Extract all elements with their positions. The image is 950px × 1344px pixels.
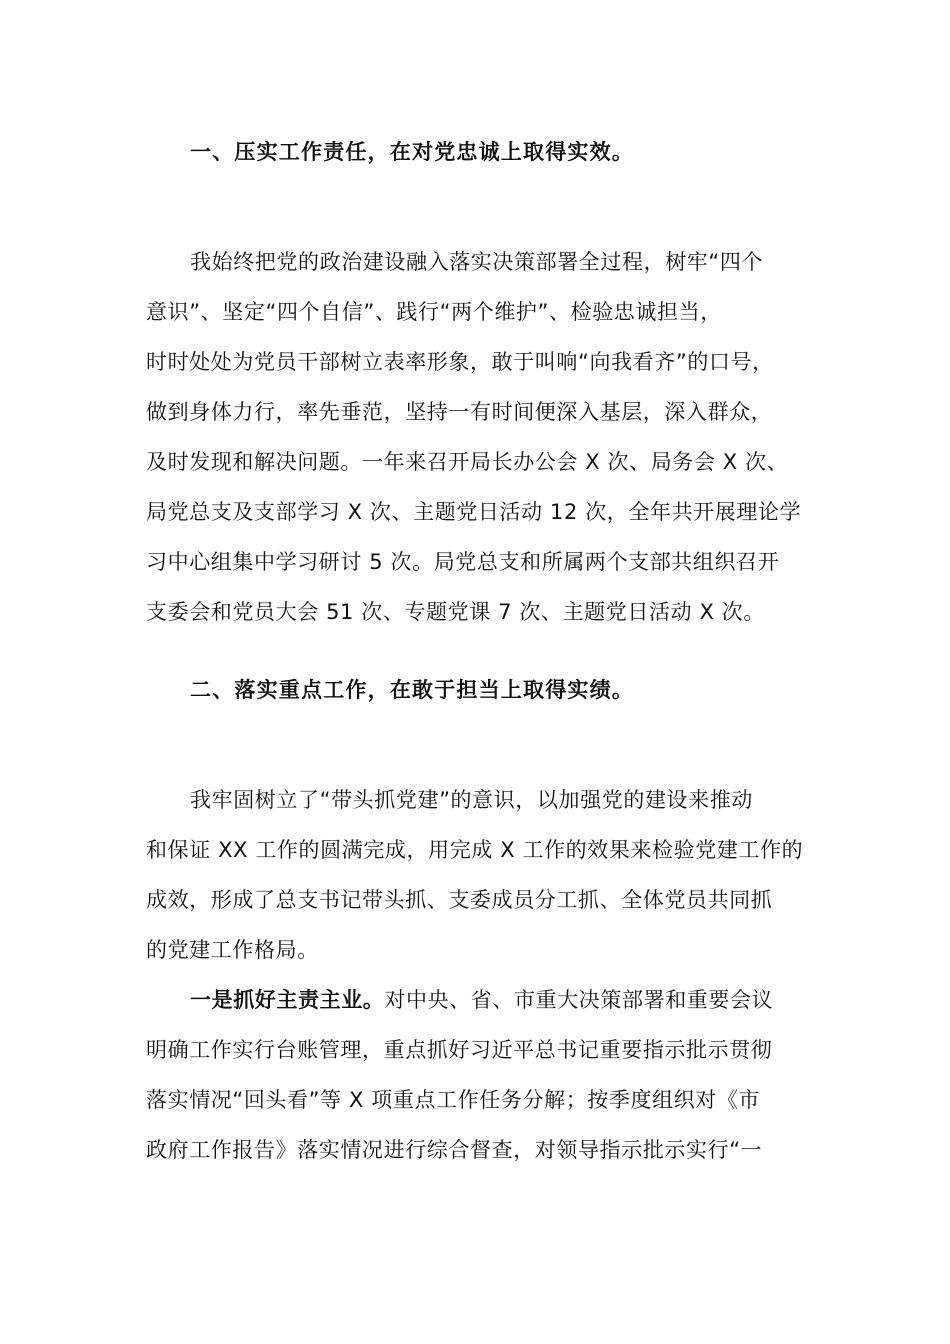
paragraph-line: 及时发现和解决问题。一年来召开局长办公会 X 次、局务会 X 次、: [146, 450, 789, 474]
paragraph-line: 明确工作实行台账管理，重点抓好习近平总书记重要指示批示贯彻: [146, 1038, 773, 1062]
section-1-heading: 一、压实工作责任，在对党忠诚上取得实效。: [190, 140, 634, 164]
paragraph-line: 局党总支及支部学习 X 次、主题党日活动 12 次，全年共开展理论学: [146, 500, 802, 524]
paragraph-line: 政府工作报告》落实情况进行综合督查，对领导指示批示实行“一: [146, 1138, 763, 1162]
paragraph-line: 做到身体力行，率先垂范，坚持一有时间便深入基层，深入群众，: [146, 400, 773, 424]
item-1-first-line-text: 对中央、省、市重大决策部署和重要会议: [384, 988, 774, 1012]
paragraph-line: 支委会和党员大会 51 次、专题党课 7 次、主题党日活动 X 次。: [146, 600, 765, 624]
paragraph-line: 我牢固树立了“带头抓党建”的意识，以加强党的建设来推动: [190, 788, 753, 812]
paragraph-line: 意识”、坚定“四个自信”、践行“两个维护”、检验忠诚担当，: [146, 300, 722, 324]
item-1-first-line: [190, 985, 870, 1015]
paragraph-line: 我始终把党的政治建设融入落实决策部署全过程，树牢“四个: [190, 250, 764, 274]
section-2-heading: 二、落实重点工作，在敢于担当上取得实绩。: [190, 678, 634, 702]
paragraph-line: 的党建工作格局。: [146, 938, 319, 962]
paragraph-line: 成效，形成了总支书记带头抓、支委成员分工抓、全体党员共同抓: [146, 888, 773, 912]
item-1-lead: 一是抓好主责主业。: [190, 988, 385, 1012]
paragraph-line: 和保证 XX 工作的圆满完成，用完成 X 工作的效果来检验党建工作的: [146, 838, 804, 862]
paragraph-line: 落实情况“回头看”等 X 项重点工作任务分解；按季度组织对《市: [146, 1088, 761, 1112]
paragraph-line: 时时处处为党员干部树立表率形象，敢于叫响“向我看齐”的口号，: [146, 350, 774, 374]
paragraph-line: 习中心组集中学习研讨 5 次。局党总支和所属两个支部共组织召开: [146, 550, 780, 574]
